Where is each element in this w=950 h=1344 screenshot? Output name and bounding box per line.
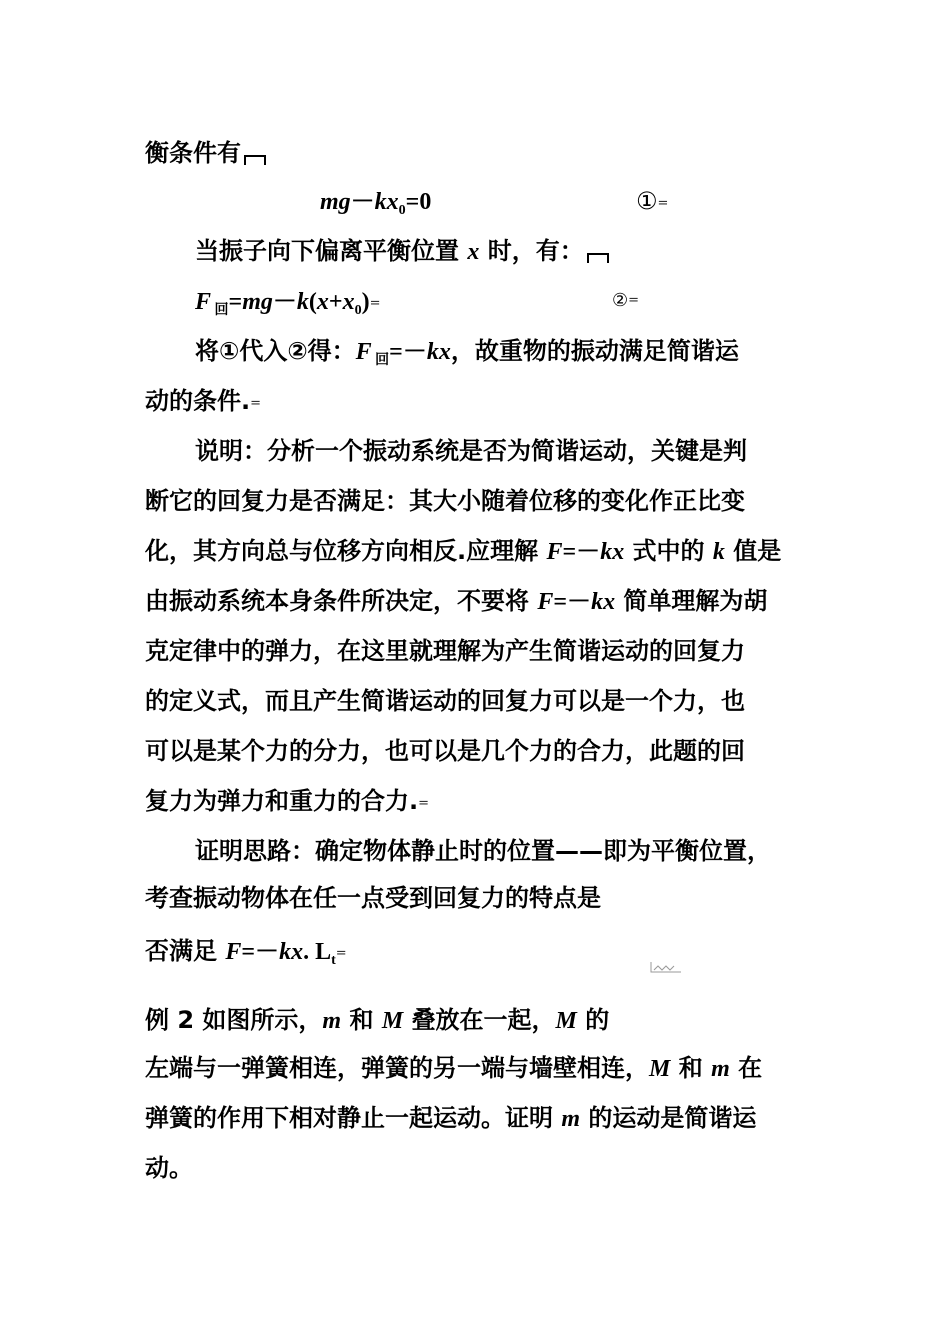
text-segment: kx	[279, 939, 304, 965]
text-segment: 将①代入②得：	[195, 337, 356, 365]
text-segment: 0	[398, 203, 406, 218]
text-line	[195, 836, 771, 866]
text-segment: F	[546, 539, 563, 565]
paragraph-end-mark: =	[335, 946, 347, 961]
text-segment: F	[195, 289, 212, 315]
text-segment: ①	[636, 187, 658, 215]
text-line	[145, 786, 429, 819]
paragraph-end-mark: =	[628, 293, 640, 308]
text-segment: 由振动系统本身条件所决定，不要将	[145, 587, 538, 615]
text-segment: 例 2 如图所示，	[145, 1006, 323, 1034]
text-segment: 动的条件.	[145, 387, 251, 415]
text-segment: =－	[389, 339, 427, 365]
text-segment: =－	[562, 539, 601, 565]
figure-icon	[650, 960, 682, 974]
text-segment: －	[272, 287, 297, 315]
text-segment: ②	[612, 290, 629, 311]
text-segment: =－	[241, 939, 280, 965]
text-segment: kx	[600, 539, 625, 565]
text-line	[145, 138, 266, 168]
text-segment: kx	[591, 589, 616, 615]
text-segment: m	[711, 1056, 730, 1082]
text-segment: 和	[341, 1006, 382, 1034]
paragraph-end-mark: =	[250, 396, 262, 411]
text-segment: x	[316, 289, 329, 315]
text-line	[195, 436, 747, 466]
paragraph-end-mark: =	[418, 796, 430, 811]
paragraph-end-mark: =	[369, 296, 381, 311]
text-segment: t	[331, 953, 336, 968]
text-segment: 考查振动物体在任一点受到回复力的特点是	[145, 884, 601, 912]
text-line	[145, 636, 745, 666]
text-line	[145, 1153, 193, 1183]
text-segment: k	[296, 289, 309, 315]
text-segment: 当振子向下偏离平衡位置	[195, 237, 468, 265]
text-segment: 式中的	[624, 537, 713, 565]
text-line	[145, 486, 745, 516]
equation-number	[612, 286, 639, 316]
text-segment: F	[537, 589, 554, 615]
text-segment: 衡条件有	[145, 139, 241, 167]
text-segment: M	[649, 1056, 671, 1082]
text-segment: (	[308, 289, 317, 315]
text-segment: =－	[553, 589, 592, 615]
text-segment: 0	[354, 303, 362, 318]
hook-mark-icon	[244, 155, 266, 165]
text-line	[145, 686, 745, 716]
text-segment: 回	[371, 353, 390, 368]
text-segment: 叠放在一起，	[403, 1006, 556, 1034]
text-line	[145, 883, 601, 913]
equation-number	[636, 186, 668, 219]
paragraph-end-mark: =	[657, 196, 669, 211]
text-segment: M	[381, 1008, 404, 1034]
text-line	[145, 386, 261, 419]
text-segment: m	[561, 1106, 581, 1132]
text-segment: =0	[405, 189, 432, 215]
text-segment: M	[555, 1008, 577, 1034]
text-segment: 化，其方向总与位移方向相反.应理解	[145, 537, 547, 565]
text-segment: .	[303, 939, 316, 965]
text-line	[195, 236, 609, 267]
text-segment: ，故重物的振动满足简谐运	[450, 337, 739, 365]
text-segment: 的运动是简谐运	[580, 1104, 757, 1132]
text-segment: 动。	[145, 1154, 193, 1182]
hook-mark-icon	[587, 253, 609, 263]
text-segment: 否满足	[145, 937, 226, 965]
text-segment: mg	[320, 189, 351, 215]
text-segment: )	[361, 289, 370, 315]
text-segment: x	[342, 289, 355, 315]
equation-line	[320, 186, 431, 226]
equation-line	[195, 286, 380, 326]
text-line	[145, 1103, 756, 1134]
text-segment: k	[712, 539, 725, 565]
text-segment: kx	[374, 189, 399, 215]
figure-placeholder-mark	[650, 960, 682, 977]
text-segment: 断它的回复力是否满足：其大小随着位移的变化作正比变	[145, 487, 745, 515]
text-segment: x	[467, 239, 480, 265]
text-segment: 值是	[724, 537, 782, 565]
text-segment: 复力为弹力和重力的合力.	[145, 787, 419, 815]
text-segment: 在	[729, 1054, 763, 1082]
text-segment: m	[322, 1008, 342, 1034]
text-line	[145, 1053, 762, 1084]
text-segment: F	[355, 339, 372, 365]
text-line	[145, 536, 781, 567]
text-line	[145, 586, 767, 617]
text-segment: kx	[426, 339, 451, 365]
text-segment: =	[228, 289, 243, 315]
text-segment: 可以是某个力的分力，也可以是几个力的合力，此题的回	[145, 737, 745, 765]
text-segment: L	[315, 939, 332, 965]
text-segment: 时，有：	[479, 237, 584, 265]
text-segment: 克定律中的弹力，在这里就理解为产生简谐运动的回复力	[145, 637, 745, 665]
text-segment: 和	[670, 1054, 712, 1082]
text-segment: 弹簧的作用下相对静止一起运动。证明	[145, 1104, 562, 1132]
text-segment: 左端与一弹簧相连，弹簧的另一端与墙壁相连，	[145, 1054, 649, 1082]
text-segment: 的定义式，而且产生简谐运动的回复力可以是一个力，也	[145, 687, 745, 715]
text-segment: 说明：分析一个振动系统是否为简谐运动，关键是判	[195, 437, 747, 465]
text-segment: －	[350, 187, 375, 215]
text-segment: F	[225, 939, 242, 965]
text-line	[145, 936, 347, 976]
example-heading	[145, 1005, 609, 1036]
text-segment: 的	[576, 1006, 610, 1034]
text-segment: 证明思路：确定物体静止时的位置——即为平衡位置，	[195, 837, 771, 865]
text-segment: 回	[211, 303, 229, 318]
text-line	[195, 336, 739, 376]
text-segment: +	[328, 289, 343, 315]
text-segment: 简单理解为胡	[615, 587, 768, 615]
text-segment: mg	[242, 289, 273, 315]
text-line	[145, 736, 745, 766]
